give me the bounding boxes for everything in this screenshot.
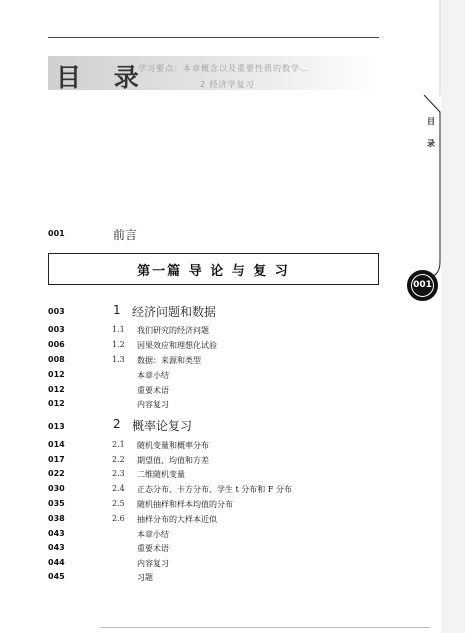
toc-page-number: 012 <box>48 385 65 394</box>
toc-page-number: 043 <box>48 543 65 552</box>
toc-entry-row[interactable] <box>0 499 440 513</box>
chapter-number: 2 <box>113 417 121 431</box>
page-title: 目 录 <box>56 63 151 92</box>
toc-entry-row[interactable] <box>0 469 440 483</box>
bottom-rule <box>100 627 430 628</box>
toc-page-number: 017 <box>48 455 65 464</box>
toc-page-number: 013 <box>48 422 65 431</box>
toc-page-number: 012 <box>48 370 65 379</box>
toc-entry-row[interactable] <box>0 340 440 354</box>
toc-page-number: 003 <box>48 325 65 334</box>
section-title: 正态分布、卡方分布、学生 t 分布和 F 分布 <box>137 485 292 494</box>
toc-entry-row[interactable] <box>0 455 440 469</box>
header-rule <box>48 37 379 38</box>
side-tab-label-bottom: 录 <box>427 139 435 148</box>
section-title: 数据：来源和类型 <box>137 356 201 365</box>
toc-entry-row[interactable] <box>0 484 440 498</box>
toc-preface-row[interactable] <box>0 226 440 240</box>
section-title: 内容复习 <box>137 400 169 409</box>
section-title: 期望值、均值和方差 <box>137 456 209 465</box>
ghost-text-line: 2 经济学复习 <box>200 80 255 89</box>
section-title: 二维随机变量 <box>137 470 185 479</box>
section-title: 随机抽样和样本均值的分布 <box>137 500 233 509</box>
section-number: 2.5 <box>112 499 125 508</box>
toc-chapter-row[interactable] <box>0 303 440 317</box>
section-title: 重要术语 <box>137 386 169 395</box>
section-number: 2.2 <box>112 455 125 464</box>
toc-entry-row[interactable] <box>0 355 440 369</box>
page-number-badge <box>407 270 438 301</box>
section-number: 2.3 <box>112 469 125 478</box>
section-title: 因果效应和理想化试验 <box>137 341 217 350</box>
toc-entry-row[interactable] <box>0 514 440 528</box>
section-number: 2.1 <box>112 440 125 449</box>
toc-preface-title: 前言 <box>113 228 138 242</box>
section-number: 1.3 <box>112 355 125 364</box>
toc-entry-row[interactable] <box>0 558 440 572</box>
toc-page-number: 035 <box>48 499 65 508</box>
toc-page-number: 030 <box>48 484 65 493</box>
toc-entry-row[interactable] <box>0 385 440 399</box>
toc-page-number: 003 <box>48 307 65 316</box>
section-title: 抽样分布的大样本近似 <box>137 515 217 524</box>
toc-page-number: 022 <box>48 469 65 478</box>
toc-entry-row[interactable] <box>0 399 440 413</box>
section-title: 随机变量和概率分布 <box>137 441 209 450</box>
section-title: 本章小结 <box>137 530 169 539</box>
part-heading-title: 第一篇 导 论 与 复 习 <box>137 264 290 279</box>
toc-page-number: 008 <box>48 355 65 364</box>
side-tab-label-top: 目 <box>427 117 435 126</box>
section-title: 习题 <box>137 573 153 582</box>
section-title: 重要术语 <box>137 544 169 553</box>
section-number: 2.4 <box>112 484 125 493</box>
toc-entry-row[interactable] <box>0 572 440 586</box>
chapter-title: 概率论复习 <box>132 419 193 433</box>
section-title: 我们研究的经济问题 <box>137 326 209 335</box>
toc-entry-row[interactable] <box>0 325 440 339</box>
ghost-text-line: 学习要点：本章概念以及重要性质的数学… <box>138 64 309 73</box>
section-number: 1.2 <box>112 340 125 349</box>
section-number: 2.6 <box>112 514 125 523</box>
toc-page-number: 012 <box>48 399 65 408</box>
toc-entry-row[interactable] <box>0 440 440 454</box>
section-title: 内容复习 <box>137 559 169 568</box>
section-number: 1.1 <box>112 325 125 334</box>
toc-page-number: 001 <box>48 229 65 238</box>
toc-page-number: 044 <box>48 558 65 567</box>
page-number-text: 001 <box>411 274 434 297</box>
toc-page-number: 014 <box>48 440 65 449</box>
toc-page-number: 038 <box>48 514 65 523</box>
toc-entry-row[interactable] <box>0 370 440 384</box>
toc-chapter-row[interactable] <box>0 417 440 431</box>
chapter-title: 经济问题和数据 <box>132 305 217 319</box>
toc-entry-row[interactable] <box>0 529 440 543</box>
toc-page-number: 043 <box>48 529 65 538</box>
side-tab-strip <box>441 0 465 633</box>
chapter-number: 1 <box>113 303 121 317</box>
toc-page-number: 006 <box>48 340 65 349</box>
section-title: 本章小结 <box>137 371 169 380</box>
part-heading-box <box>48 253 379 285</box>
toc-entry-row[interactable] <box>0 543 440 557</box>
toc-page-number: 045 <box>48 572 65 581</box>
